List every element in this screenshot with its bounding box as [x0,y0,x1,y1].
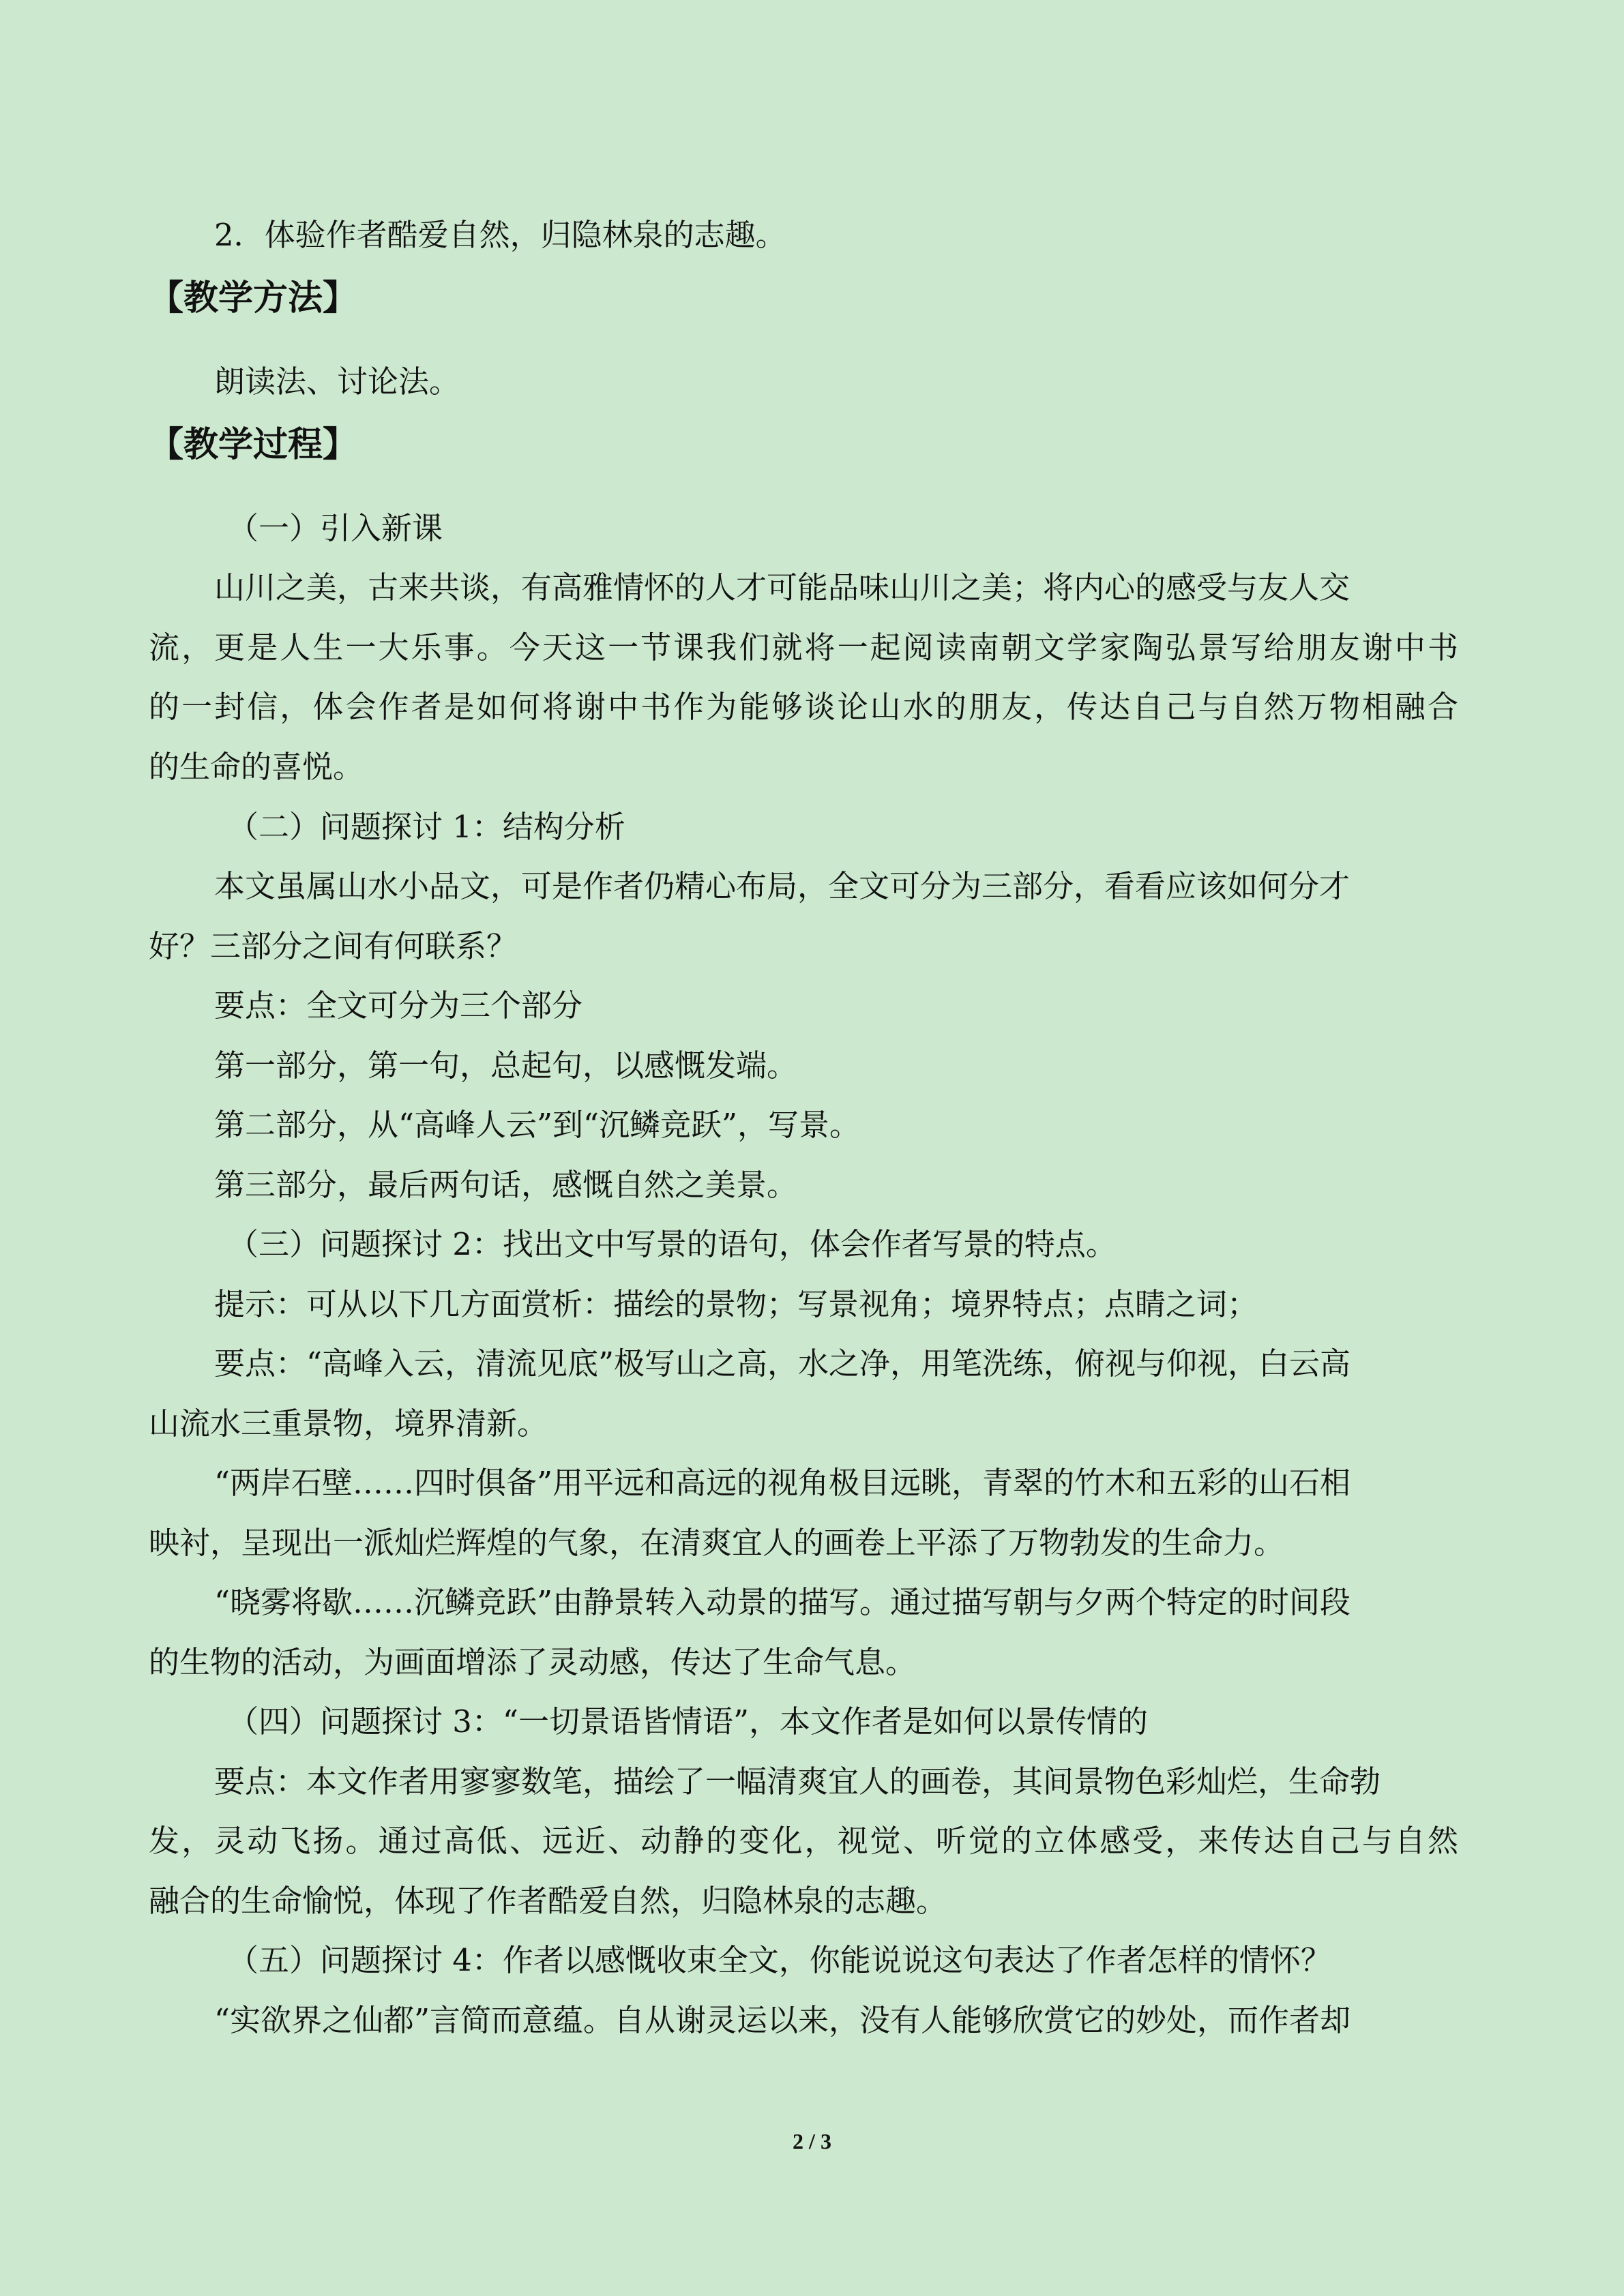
intro-paragraph-line-3: 的一封信，体会作者是如何将谢中书作为能够谈论山水的朋友，传达自己与自然万物相融合 [149,689,1458,725]
question-1-part-1: 第一部分，第一句，总起句，以感慨发端。 [214,1047,798,1084]
section-heading-methods: 【教学方法】 [149,278,358,318]
intro-paragraph-line-1: 山川之美，古来共谈，有高雅情怀的人才可能品味山川之美；将内心的感受与友人交 [214,569,1350,606]
question-2-paragraph-line-2: 映衬，呈现出一派灿烂辉煌的气象，在清爽宜人的画卷上平添了万物勃发的生命力。 [149,1525,1285,1561]
methods-text: 朗读法、讨论法。 [214,363,460,400]
page-number: 2 / 3 [793,2129,831,2153]
question-2-subheading: （三）问题探讨 2：找出文中写景的语句，体会作者写景的特点。 [228,1226,1117,1262]
question-1-subheading: （二）问题探讨 1：结构分析 [228,809,625,845]
section-heading-process: 【教学过程】 [149,425,358,465]
objective-item-2: 2．体验作者酷爱自然，归隐林泉的志趣。 [214,217,786,253]
question-4-subheading: （五）问题探讨 4：作者以感慨收束全文，你能说说这句表达了作者怎样的情怀？ [228,1942,1331,1978]
question-2-paragraph-line-4: 的生物的活动，为画面增添了灵动感，传达了生命气息。 [149,1644,917,1680]
question-1-paragraph-line-2: 好？三部分之间有何联系？ [149,928,518,964]
question-1-key-point: 要点：全文可分为三个部分 [214,987,583,1024]
intro-paragraph-line-2: 流，更是人生一大乐事。今天这一节课我们就将一起阅读南朝文学家陶弘景写给朋友谢中书 [149,629,1458,666]
question-3-key-point-line-3: 融合的生命愉悦，体现了作者酷爱自然，归隐林泉的志趣。 [149,1883,947,1919]
question-2-key-point-line-2: 山流水三重景物，境界清新。 [149,1405,548,1442]
question-4-paragraph-line-1: “实欲界之仙都”言简而意蕴。自从谢灵运以来，没有人能够欣赏它的妙处，而作者却 [214,2002,1351,2038]
intro-subheading: （一）引入新课 [228,510,443,546]
question-3-subheading: （四）问题探讨 3：“一切景语皆情语”，本文作者是如何以景传情的 [228,1703,1148,1740]
intro-paragraph-line-4: 的生命的喜悦。 [149,749,364,785]
question-2-hint: 提示：可从以下几方面赏析：描绘的景物；写景视角；境界特点；点睛之词； [214,1286,1258,1322]
question-2-paragraph-line-1: “两岸石壁……四时俱备”用平远和高远的视角极目远眺，青翠的竹木和五彩的山石相 [214,1465,1351,1501]
question-1-paragraph-line-1: 本文虽属山水小品文，可是作者仍精心布局，全文可分为三部分，看看应该如何分才 [214,868,1350,904]
question-2-paragraph-line-3: “晓雾将歇……沉鳞竞跃”由静景转入动景的描写。通过描写朝与夕两个特定的时间段 [214,1584,1351,1620]
document-page [149,0,1458,2296]
question-1-part-2: 第二部分，从“高峰人云”到“沉鳞竞跃”，写景。 [214,1107,861,1143]
question-3-key-point-line-2: 发，灵动飞扬。通过高低、远近、动静的变化，视觉、听觉的立体感受，来传达自己与自然 [149,1823,1458,1859]
question-2-key-point-line-1: 要点：“高峰入云，清流见底”极写山之高，水之净，用笔洗练，俯视与仰视，白云高 [214,1345,1351,1382]
question-3-key-point-line-1: 要点：本文作者用寥寥数笔，描绘了一幅清爽宜人的画卷，其间景物色彩灿烂，生命勃 [214,1763,1381,1800]
question-1-part-3: 第三部分，最后两句话，感慨自然之美景。 [214,1167,798,1203]
